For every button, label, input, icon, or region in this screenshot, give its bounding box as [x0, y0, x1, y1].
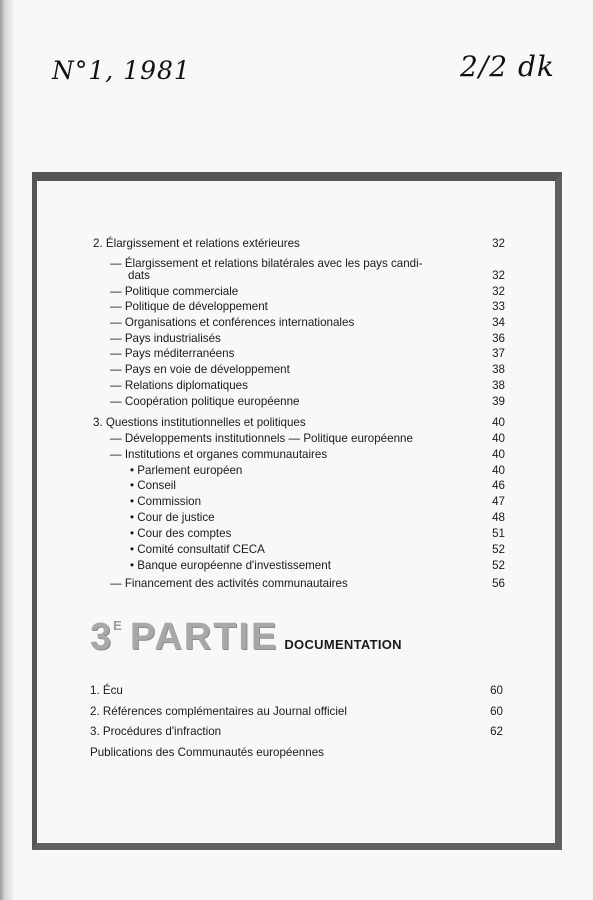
toc-row — [93, 237, 505, 251]
toc-page-number: 32 — [492, 237, 505, 250]
part-heading — [90, 616, 402, 656]
handwritten-page-note: 2/2 dk — [460, 50, 555, 83]
toc-row — [130, 479, 505, 493]
part-number-superscript: E — [113, 618, 122, 633]
doc-entry-label: 3. Procédures d'infraction — [90, 725, 222, 738]
toc-page-number: 32 — [492, 269, 505, 282]
toc-row — [128, 269, 505, 283]
toc-row — [110, 395, 505, 409]
toc-entry-label: • Conseil — [130, 479, 176, 492]
toc-row — [110, 347, 505, 361]
toc-page-number: 34 — [492, 316, 505, 329]
toc-page-number: 56 — [492, 577, 505, 590]
toc-entry-label: • Commission — [130, 495, 202, 508]
doc-row — [90, 725, 503, 739]
toc-page-number: 32 — [492, 285, 505, 298]
doc-entry-label: 2. Références complémentaires au Journal officiel — [90, 705, 347, 718]
part-number: 3 — [90, 616, 114, 658]
toc-row — [110, 300, 505, 314]
toc-page-number: 51 — [492, 527, 505, 540]
toc-page-number: 52 — [492, 559, 505, 572]
toc-entry-label: — Politique de développement — [110, 300, 268, 313]
toc-page-number: 52 — [492, 543, 505, 556]
toc-entry-label: — Développements institutionnels — Politique européenne — [110, 432, 413, 445]
doc-page-number: 60 — [490, 684, 503, 697]
toc-page-number: 47 — [492, 495, 505, 508]
doc-row — [90, 705, 503, 719]
toc-entry-label: — Pays en voie de développement — [110, 363, 290, 376]
toc-entry-label: • Cour de justice — [130, 511, 215, 524]
toc-page-number: 48 — [492, 511, 505, 524]
toc-row — [110, 316, 505, 330]
toc-row — [110, 448, 505, 462]
toc-entry-label: • Cour des comptes — [130, 527, 232, 540]
toc-row — [130, 559, 505, 573]
doc-page-number: 62 — [490, 725, 503, 738]
toc-entry-label: — Pays industrialisés — [110, 332, 221, 345]
toc-row — [110, 577, 505, 591]
doc-row — [90, 684, 503, 698]
toc-page-number: 40 — [492, 432, 505, 445]
part-word: PARTIE — [129, 616, 279, 658]
toc-page-number: 39 — [492, 395, 505, 408]
toc-entry-label: — Coopération politique européenne — [110, 395, 300, 408]
toc-row — [130, 464, 505, 478]
handwritten-issue-number: N°1, 1981 — [52, 56, 191, 85]
toc-entry-label: — Financement des activités communautaires — [110, 577, 348, 590]
toc-page-number: 40 — [492, 464, 505, 477]
toc-page-number: 38 — [492, 379, 505, 392]
toc-page-number: 38 — [492, 363, 505, 376]
toc-entry-label: — Pays méditerranéens — [110, 347, 235, 360]
toc-entry-label: • Banque européenne d'investissement — [130, 559, 331, 572]
toc-row — [130, 527, 505, 541]
toc-entry-label: • Parlement européen — [130, 464, 243, 477]
toc-entry-label: — Institutions et organes communautaires — [110, 448, 328, 461]
scan-edge-shadow — [0, 0, 14, 900]
toc-row — [110, 285, 505, 299]
doc-entry-label: Publications des Communautés européennes — [90, 746, 324, 759]
doc-page-number: 60 — [490, 705, 503, 718]
toc-entry-label: — Élargissement et relations bilatérales avec les pays candi- — [110, 257, 423, 270]
toc-page-number: 40 — [492, 448, 505, 461]
toc-page-number: 33 — [492, 300, 505, 313]
toc-entry-label: 3. Questions institutionnelles et politiques — [93, 416, 306, 429]
toc-row — [110, 432, 505, 446]
toc-page-number: 37 — [492, 347, 505, 360]
toc-page-number: 40 — [492, 416, 505, 429]
toc-entry-label: 2. Élargissement et relations extérieures — [93, 237, 300, 250]
toc-row — [110, 332, 505, 346]
toc-row — [130, 511, 505, 525]
toc-row — [93, 416, 505, 430]
toc-row — [130, 543, 505, 557]
toc-page-number: 46 — [492, 479, 505, 492]
doc-row — [90, 746, 503, 760]
toc-entry-label: — Relations diplomatiques — [110, 379, 248, 392]
toc-page-number: 36 — [492, 332, 505, 345]
toc-entry-label: — Organisations et conférences internationales — [110, 316, 355, 329]
toc-entry-label: — Politique commerciale — [110, 285, 239, 298]
toc-row — [130, 495, 505, 509]
doc-entry-label: 1. Écu — [90, 684, 123, 697]
toc-row — [110, 363, 505, 377]
toc-entry-label: dats — [128, 269, 150, 282]
part-subtitle: DOCUMENTATION — [284, 637, 402, 652]
toc-entry-label: • Comité consultatif CECA — [130, 543, 265, 556]
toc-row — [110, 379, 505, 393]
